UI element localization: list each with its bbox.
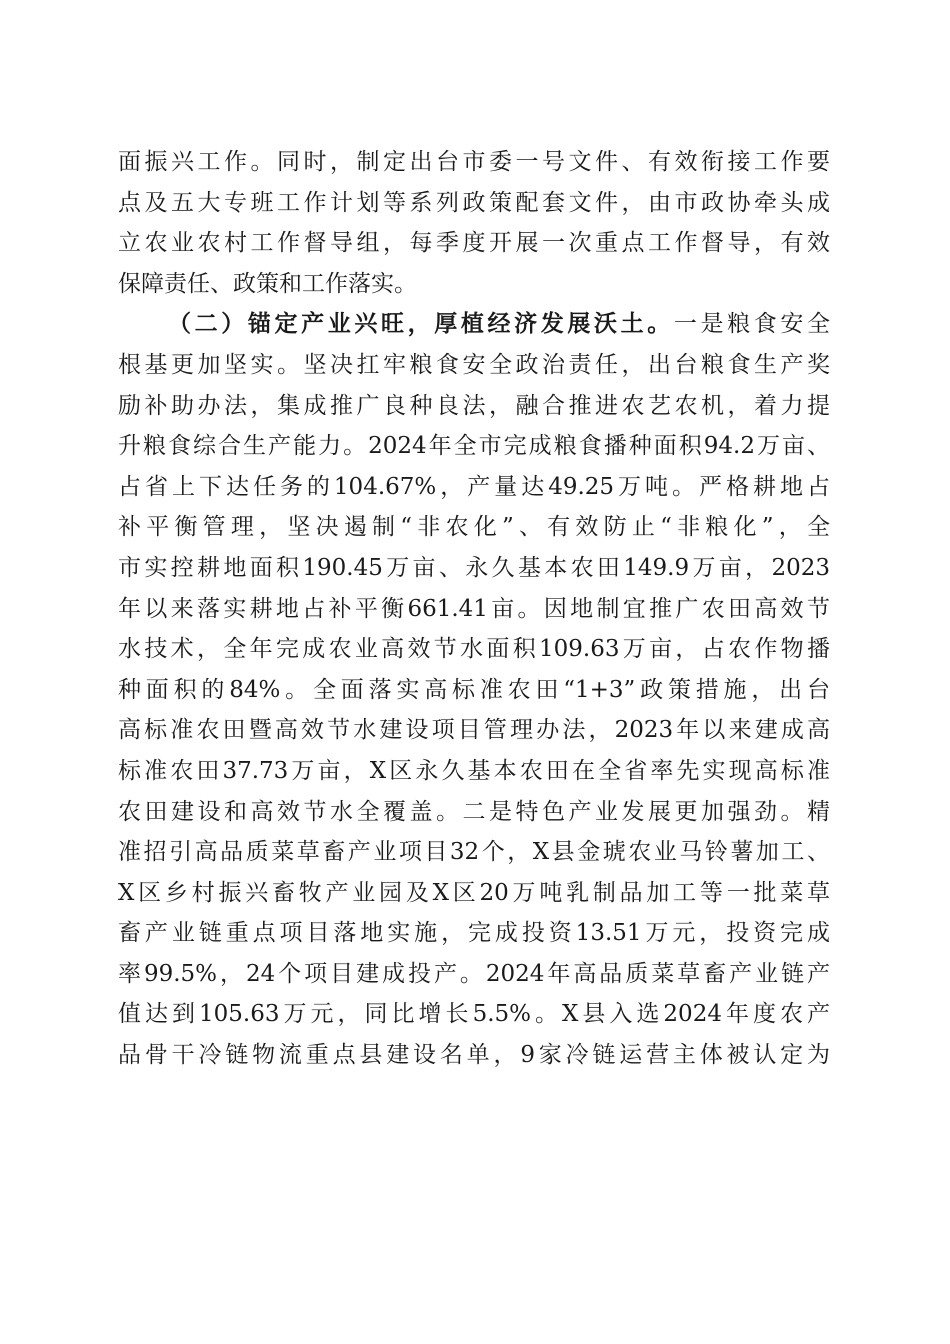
text-line: 年以来落实耕地占补平衡661.41亩。因地制宜推广农田高效节 (118, 595, 830, 622)
text-line: 准招引高品质菜草畜产业项目32个，X县金琥农业马铃薯加工、 (118, 839, 830, 866)
text-line: 占省上下达任务的104.67%，产量达49.25万吨。严格耕地占 (118, 473, 830, 500)
text-line: 补平衡管理，坚决遏制“非农化”、有效防止“非粮化”，全 (118, 514, 830, 541)
section-heading: （二）锚定产业兴旺，厚植经济发展沃土。 (168, 310, 674, 338)
text-line: 励补助办法，集成推广良种良法，融合推进农艺农机，着力提 (118, 392, 830, 419)
text-line: 市实控耕地面积190.45万亩、永久基本农田149.9万亩，2023 (118, 554, 830, 581)
text-line: 种面积的84%。全面落实高标准农田“1+3”政策措施，出台 (118, 676, 830, 703)
text-line: 面振兴工作。同时，制定出台市委一号文件、有效衔接工作要 (118, 149, 830, 175)
body-text (118, 142, 830, 1076)
text-line: 农田建设和高效节水全覆盖。二是特色产业发展更加强劲。精 (118, 798, 830, 825)
heading-continuation: 一是粮食安全 (673, 311, 830, 338)
text-line: 立农业农村工作督导组，每季度开展一次重点工作督导，有效 (118, 230, 830, 257)
text-line: 升粮食综合生产能力。2024年全市完成粮食播种面积94.2万亩、 (118, 433, 830, 460)
section-heading-line (118, 304, 830, 345)
text-line: 点及五大专班工作计划等系列政策配套文件，由市政协牵头成 (118, 189, 830, 216)
text-line: 标准农田37.73万亩，X区永久基本农田在全省率先实现高标准 (118, 757, 830, 784)
text-line: 保障责任、政策和工作落实。 (118, 270, 417, 297)
text-line: 根基更加坚实。坚决扛牢粮食安全政治责任，出台粮食生产奖 (118, 351, 830, 378)
text-line: 水技术，全年完成农业高效节水面积109.63万亩，占农作物播 (118, 636, 830, 663)
text-line: 高标准农田暨高效节水建设项目管理办法，2023年以来建成高 (118, 717, 830, 744)
text-line: 品骨干冷链物流重点县建设名单，9家冷链运营主体被认定为 (118, 1042, 830, 1069)
text-line: 畜产业链重点项目落地实施，完成投资13.51万元，投资完成 (118, 920, 830, 947)
text-line: 值达到105.63万元，同比增长5.5%。X县入选2024年度农产 (118, 1001, 830, 1028)
text-line: 率99.5%，24个项目建成投产。2024年高品质菜草畜产业链产 (118, 960, 830, 987)
text-line: X区乡村振兴畜牧产业园及X区20万吨乳制品加工等一批菜草 (118, 879, 830, 906)
